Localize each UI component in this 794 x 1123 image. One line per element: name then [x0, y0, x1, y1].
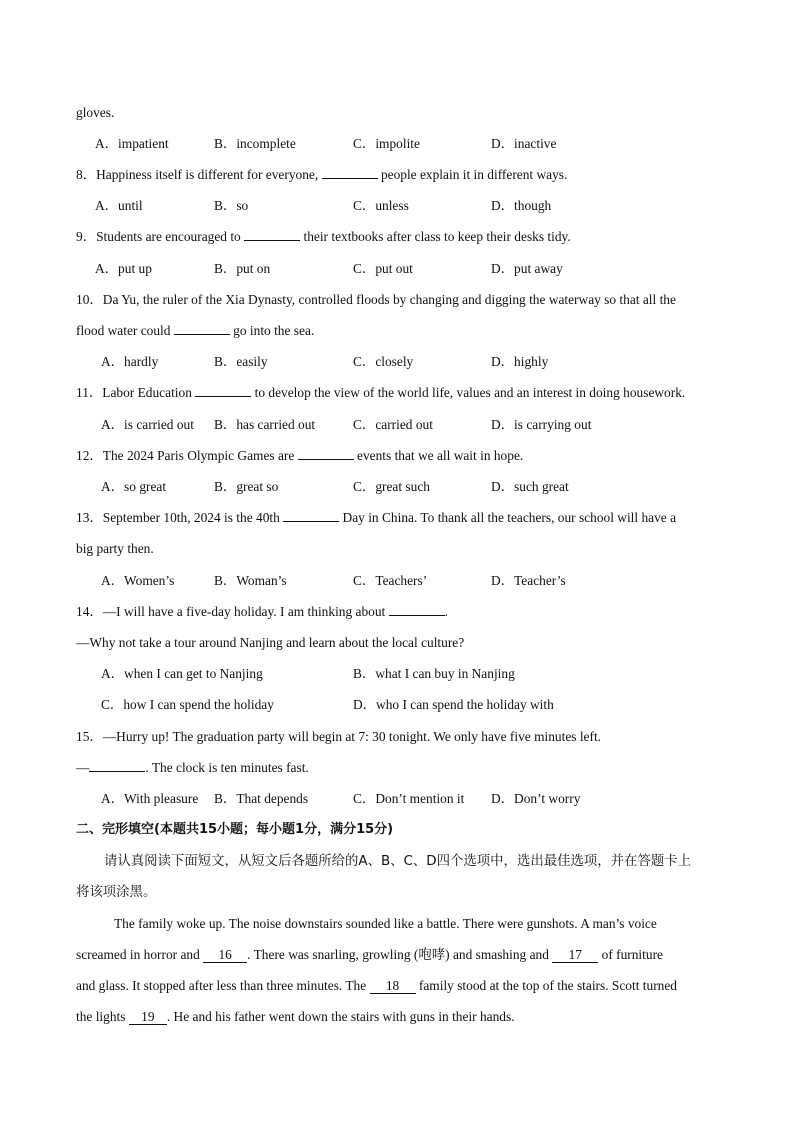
q9-option-d[interactable]: D．put away: [491, 261, 563, 276]
q15-option-d[interactable]: D．Don’t worry: [491, 791, 581, 806]
q14-options-row1: [0, 665, 794, 683]
passage-line4: the lights 19 . He and his father went down the stairs with guns in their hands.: [76, 1009, 515, 1024]
q10-options: [0, 353, 794, 371]
passage-line1: The family woke up. The noise downstairs sounded like a battle. There were gunshots. A man’s voice: [114, 916, 657, 931]
q15-stem-line1: 15．—Hurry up! The graduation party will begin at 7: 30 tonight. We only have five minutes left.: [76, 729, 602, 744]
q14-stem-line2: —Why not take a tour around Nanjing and learn about the local culture?: [76, 635, 465, 650]
passage-line2: screamed in horror and 16 . There was snarling, growling (咆哮) and smashing and 17 of furniture: [76, 947, 663, 962]
q8-option-c[interactable]: C．unless: [353, 198, 409, 213]
q12-options: [0, 478, 794, 496]
q14-option-d[interactable]: D．who I can spend the holiday with: [353, 697, 554, 712]
q14-option-c[interactable]: C．how I can spend the holiday: [101, 697, 274, 712]
q10-option-a[interactable]: A．hardly: [101, 354, 159, 369]
q12-option-b[interactable]: B．great so: [214, 479, 279, 494]
cloze-blank-16[interactable]: 16: [203, 948, 247, 963]
q15-option-c[interactable]: C．Don’t mention it: [353, 791, 465, 806]
q14-options-row2: [0, 696, 794, 714]
passage-line3: and glass. It stopped after less than three minutes. The 18 family stood at the top of the stairs. Scott turned: [76, 978, 678, 993]
q11-option-b[interactable]: B．has carried out: [214, 417, 316, 432]
q15-option-b[interactable]: B．That depends: [214, 791, 309, 806]
cloze-blank-19[interactable]: 19: [129, 1010, 167, 1025]
q11-option-d[interactable]: D．is carrying out: [491, 417, 592, 432]
answer-blank: [389, 603, 445, 616]
q12-option-c[interactable]: C．great such: [353, 479, 430, 494]
q7-option-b[interactable]: B．incomplete: [214, 136, 296, 151]
answer-blank: [195, 384, 251, 397]
answer-blank: [298, 447, 354, 460]
q7-option-c[interactable]: C．impolite: [353, 136, 420, 151]
q8-options: [0, 197, 794, 215]
q7-option-a[interactable]: A．impatient: [95, 136, 169, 151]
q14-option-b[interactable]: B．what I can buy in Nanjing: [353, 666, 515, 681]
q12-stem: 12．The 2024 Paris Olympic Games are events that we all wait in hope.: [76, 448, 524, 463]
q9-stem: 9．Students are encouraged to their textbooks after class to keep their desks tidy.: [76, 229, 571, 244]
q10-option-b[interactable]: B．easily: [214, 354, 268, 369]
q13-options: [0, 572, 794, 590]
answer-blank: [244, 228, 300, 241]
instruction-line1: 请认真阅读下面短文，从短文后各题所给的A、B、C、D四个选项中，选出最佳选项，并在答题卡上: [104, 854, 692, 869]
q14-stem-line1: 14．—I will have a five-day holiday. I am thinking about .: [76, 604, 448, 619]
q13-stem-line1: 13．September 10th, 2024 is the 40th Day in China. To thank all the teachers, our school will have a: [76, 510, 677, 525]
cloze-blank-17[interactable]: 17: [552, 948, 598, 963]
q9-option-c[interactable]: C．put out: [353, 261, 413, 276]
q7-tail: gloves.: [76, 105, 115, 120]
instruction-line2: 将该项涂黑。: [76, 885, 157, 900]
q11-stem: 11．Labor Education to develop the view of the world life, values and an interest in doing housework.: [76, 385, 686, 400]
q15-options: [0, 790, 794, 808]
answer-blank: [89, 759, 145, 772]
q13-option-c[interactable]: C．Teachers’: [353, 573, 428, 588]
q7-options: [0, 135, 794, 153]
q12-option-a[interactable]: A．so great: [101, 479, 167, 494]
q9-option-a[interactable]: A．put up: [95, 261, 152, 276]
q10-option-c[interactable]: C．closely: [353, 354, 414, 369]
q8-option-d[interactable]: D．though: [491, 198, 552, 213]
section-heading-cloze: 二、完形填空(本题共15小题；每小题1分，满分15分): [76, 822, 394, 837]
q15-option-a[interactable]: A．With pleasure: [101, 791, 199, 806]
q8-option-b[interactable]: B．so: [214, 198, 249, 213]
q10-option-d[interactable]: D．highly: [491, 354, 549, 369]
answer-blank: [283, 509, 339, 522]
q9-option-b[interactable]: B．put on: [214, 261, 271, 276]
q13-stem-line2: big party then.: [76, 541, 154, 556]
cloze-blank-18[interactable]: 18: [370, 979, 416, 994]
q10-stem-line2: flood water could go into the sea.: [76, 323, 315, 338]
q8-stem: 8．Happiness itself is different for everyone, people explain it in different ways.: [76, 167, 568, 182]
q12-option-d[interactable]: D．such great: [491, 479, 569, 494]
answer-blank: [174, 322, 230, 335]
q11-option-a[interactable]: A．is carried out: [101, 417, 194, 432]
q7-option-d[interactable]: D．inactive: [491, 136, 557, 151]
q13-option-a[interactable]: A．Women’s: [101, 573, 175, 588]
q11-option-c[interactable]: C．carried out: [353, 417, 433, 432]
q15-stem-line2: — . The clock is ten minutes fast.: [76, 760, 309, 775]
q11-options: [0, 416, 794, 434]
q14-option-a[interactable]: A．when I can get to Nanjing: [101, 666, 263, 681]
answer-blank: [322, 166, 378, 179]
q10-stem-line1: 10．Da Yu, the ruler of the Xia Dynasty, controlled floods by changing and digging the waterway so that all the: [76, 292, 676, 307]
q9-options: [0, 260, 794, 278]
q8-option-a[interactable]: A．until: [95, 198, 143, 213]
q13-option-b[interactable]: B．Woman’s: [214, 573, 287, 588]
q13-option-d[interactable]: D．Teacher’s: [491, 573, 566, 588]
